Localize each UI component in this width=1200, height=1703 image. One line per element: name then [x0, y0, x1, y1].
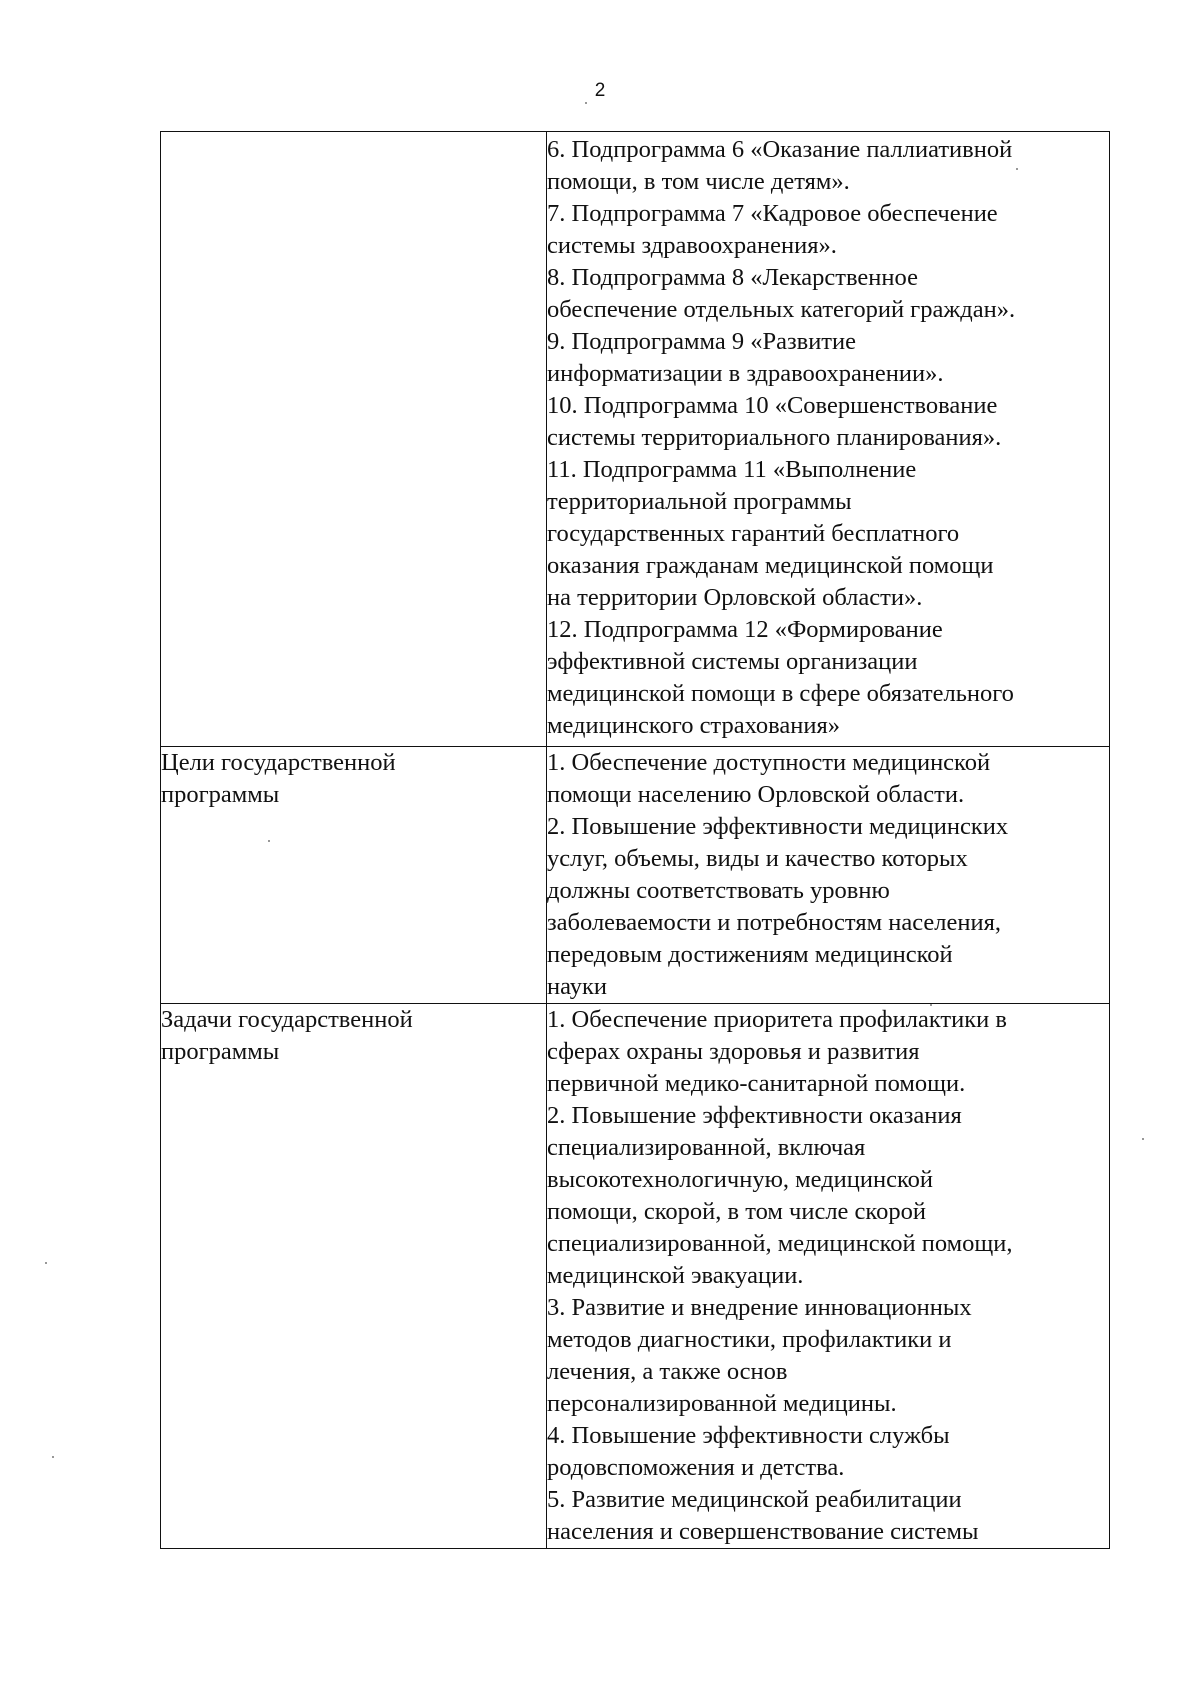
content-line: 10. Подпрограмма 10 «Совершенствование: [547, 392, 998, 419]
content-line: 3. Развитие и внедрение инновационных: [547, 1294, 972, 1321]
content-line: методов диагностики, профилактики и: [547, 1326, 952, 1353]
content-line: помощи населению Орловской области.: [547, 781, 965, 808]
label-line: программы: [161, 1038, 280, 1065]
content-line: территориальной программы: [547, 488, 852, 515]
content-line: специализированной, включая: [547, 1134, 866, 1161]
scan-speck: [52, 1456, 54, 1458]
content-cell: [547, 132, 1110, 747]
content-line: 6. Подпрограмма 6 «Оказание паллиативной: [547, 136, 1013, 163]
scan-speck: [585, 102, 587, 104]
content-line: оказания гражданам медицинской помощи: [547, 552, 994, 579]
content-line: должны соответствовать уровню: [547, 877, 890, 904]
content-line: системы здравоохранения».: [547, 232, 837, 259]
content-line: помощи, скорой, в том числе скорой: [547, 1198, 926, 1225]
label-cell: [161, 1004, 547, 1549]
content-line: информатизации в здравоохранении».: [547, 360, 944, 387]
content-line: 9. Подпрограмма 9 «Развитие: [547, 328, 857, 355]
content-line: 1. Обеспечение доступности медицинской: [547, 749, 991, 776]
content-line: населения и совершенствование системы: [547, 1518, 979, 1545]
label-cell: [161, 747, 547, 1004]
scan-speck: [45, 1262, 47, 1264]
content-cell: [547, 747, 1110, 1004]
content-line: помощи, в том числе детям».: [547, 168, 850, 195]
content-line: 2. Повышение эффективности оказания: [547, 1102, 962, 1129]
content-line: первичной медико-санитарной помощи.: [547, 1070, 966, 1097]
content-line: специализированной, медицинской помощи,: [547, 1230, 1013, 1257]
content-line: 2. Повышение эффективности медицинских: [547, 813, 1009, 840]
content-line: 7. Подпрограмма 7 «Кадровое обеспечение: [547, 200, 998, 227]
content-cell: [547, 1004, 1110, 1549]
content-line: медицинского страхования»: [547, 712, 840, 739]
content-line: медицинской эвакуации.: [547, 1262, 804, 1289]
content-line: передовым достижениям медицинской: [547, 941, 953, 968]
content-line: государственных гарантий бесплатного: [547, 520, 960, 547]
content-line: 1. Обеспечение приоритета профилактики в: [547, 1006, 1007, 1033]
content-line: 12. Подпрограмма 12 «Формирование: [547, 616, 943, 643]
content-line: на территории Орловской области».: [547, 584, 923, 611]
content-line: 8. Подпрограмма 8 «Лекарственное: [547, 264, 918, 291]
content-line: 11. Подпрограмма 11 «Выполнение: [547, 456, 917, 483]
content-line: 5. Развитие медицинской реабилитации: [547, 1486, 962, 1513]
content-line: 4. Повышение эффективности службы: [547, 1422, 950, 1449]
label-line: программы: [161, 781, 280, 808]
content-line: персонализированной медицины.: [547, 1390, 897, 1417]
label-cell: [161, 132, 547, 747]
label-line: Задачи государственной: [161, 1006, 413, 1033]
table-row-subprograms: [161, 132, 1110, 747]
content-line: родовспоможения и детства.: [547, 1454, 845, 1481]
scan-speck: [1142, 1138, 1144, 1140]
content-line: медицинской помощи в сфере обязательного: [547, 680, 1014, 707]
program-passport-table: [160, 131, 1110, 1549]
content-line: услуг, объемы, виды и качество которых: [547, 845, 968, 872]
content-line: системы территориального планирования».: [547, 424, 1002, 451]
page-number: 2: [594, 80, 606, 101]
content-line: науки: [547, 973, 608, 1000]
content-line: лечения, а также основ: [547, 1358, 788, 1385]
content-line: обеспечение отдельных категорий граждан».: [547, 296, 1016, 323]
content-line: высокотехнологичную, медицинской: [547, 1166, 934, 1193]
label-line: Цели государственной: [161, 749, 396, 776]
table-row-tasks: [161, 1004, 1110, 1549]
content-line: эффективной системы организации: [547, 648, 918, 675]
content-line: заболеваемости и потребностям населения,: [547, 909, 1001, 936]
table-row-goals: [161, 747, 1110, 1004]
content-line: сферах охраны здоровья и развития: [547, 1038, 920, 1065]
